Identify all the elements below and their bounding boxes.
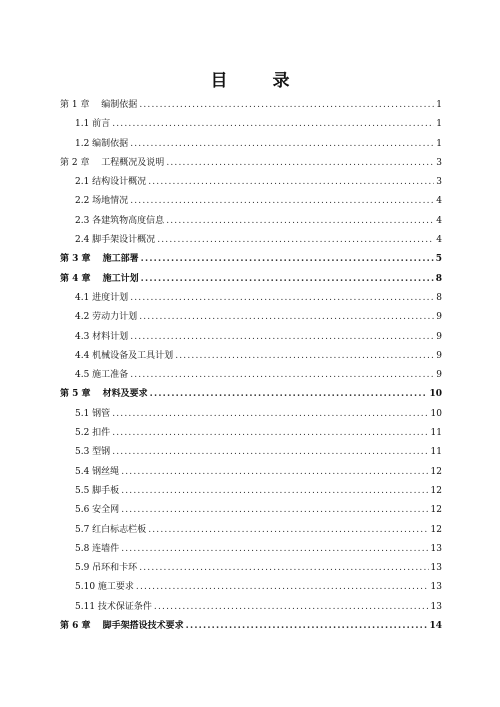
toc-entry-page-number: 9 <box>436 312 442 323</box>
toc-entry-label: 第 1 章 编制依据 <box>60 100 138 110</box>
toc-entry[interactable] <box>60 521 442 540</box>
toc-entry-page-number: 14 <box>429 621 442 632</box>
toc-entry-label: 5.5 脚手板 <box>75 485 120 496</box>
toc-entry-label: 第 4 章 施工计划 <box>60 273 139 284</box>
dot-leader <box>139 96 434 115</box>
dot-leader <box>139 559 428 578</box>
dot-leader <box>121 463 428 482</box>
toc-entry-page-number: 12 <box>430 485 442 496</box>
toc-entry-label: 1.2 编制依据 <box>75 138 129 149</box>
toc-entry[interactable] <box>60 231 442 250</box>
toc-entry[interactable] <box>60 154 442 173</box>
toc-title: 目 录 <box>210 71 304 91</box>
toc-entry-label: 第 6 章 脚手架搭设技术要求 <box>60 621 184 632</box>
dot-leader <box>130 366 434 385</box>
dot-leader <box>154 598 429 617</box>
toc-entry[interactable] <box>60 366 442 385</box>
dot-leader <box>121 482 428 501</box>
dot-leader <box>157 231 434 250</box>
toc-entry[interactable] <box>60 578 442 597</box>
toc-entry[interactable] <box>60 308 442 327</box>
toc-entry[interactable] <box>60 424 442 443</box>
toc-entry-label: 5.3 型钢 <box>75 447 111 458</box>
toc-entry-page-number: 12 <box>430 466 442 477</box>
dot-leader <box>150 385 428 404</box>
dot-leader <box>130 135 434 154</box>
toc-entry[interactable] <box>60 501 442 520</box>
toc-entry-page-number: 11 <box>430 428 442 439</box>
toc-entry-label: 1.1 前言 <box>75 119 111 130</box>
toc-entry-page-number: 9 <box>436 350 442 361</box>
toc-entry-label: 4.4 机械设备及工具计划 <box>75 350 174 361</box>
toc-entry-label: 5.2 扣件 <box>75 428 111 439</box>
toc-entry[interactable] <box>60 405 442 424</box>
dot-leader <box>121 540 428 559</box>
toc-entry[interactable] <box>60 385 442 404</box>
toc-entry-page-number: 8 <box>436 292 442 303</box>
toc-entry[interactable] <box>60 443 442 462</box>
toc-entry-label: 5.8 连墙件 <box>75 543 120 554</box>
toc-entry-label: 4.1 进度计划 <box>75 292 129 303</box>
dot-leader <box>130 192 434 211</box>
toc-entry[interactable] <box>60 347 442 366</box>
toc-entry-label: 2.2 场地情况 <box>75 196 129 207</box>
toc-entry-page-number: 8 <box>435 273 442 284</box>
dot-leader <box>112 443 428 462</box>
dot-leader <box>112 424 428 443</box>
dot-leader <box>130 289 434 308</box>
toc-entry-page-number: 13 <box>430 563 442 574</box>
toc-entry-page-number: 13 <box>430 582 442 593</box>
toc-entry-page-number: 1 <box>436 100 442 110</box>
toc-entry-label: 5.10 施工要求 <box>75 582 134 593</box>
dot-leader <box>186 617 428 636</box>
toc-entry[interactable] <box>60 617 442 636</box>
toc-entry-label: 5.11 技术保证条件 <box>75 601 152 612</box>
toc-entry[interactable] <box>60 173 442 192</box>
toc-entry[interactable] <box>60 289 442 308</box>
dot-leader <box>166 212 434 231</box>
toc-entry-page-number: 13 <box>430 543 442 554</box>
toc-entry-page-number: 4 <box>436 215 442 226</box>
toc-entry[interactable] <box>60 96 442 115</box>
toc-entry-page-number: 3 <box>436 177 442 188</box>
toc-entry-label: 第 2 章 工程概况及说明 <box>60 157 165 168</box>
dot-leader <box>175 347 434 366</box>
dot-leader <box>136 578 429 597</box>
toc-entry-page-number: 12 <box>430 505 442 516</box>
toc-entry-page-number: 11 <box>430 447 442 458</box>
toc-entry-label: 4.3 材料计划 <box>75 331 129 342</box>
dot-leader <box>112 405 428 424</box>
toc-entry[interactable] <box>60 540 442 559</box>
dot-leader <box>141 250 434 269</box>
dot-leader <box>112 115 434 134</box>
toc-entry-label: 4.2 劳动力计划 <box>75 312 138 323</box>
dot-leader <box>139 308 434 327</box>
toc-entry-label: 5.4 钢丝绳 <box>75 466 120 477</box>
toc-entry-page-number: 5 <box>435 254 442 265</box>
toc-entry[interactable] <box>60 482 442 501</box>
toc-entry[interactable] <box>60 192 442 211</box>
toc-entry-page-number: 10 <box>430 408 442 419</box>
dot-leader <box>166 154 434 173</box>
toc-entry[interactable] <box>60 115 442 134</box>
toc-entry-page-number: 12 <box>430 524 442 535</box>
toc-entry[interactable] <box>60 598 442 617</box>
toc-entry-label: 2.3 各建筑物高度信息 <box>75 215 165 226</box>
toc-entry[interactable] <box>60 212 442 231</box>
toc-entry[interactable] <box>60 328 442 347</box>
dot-leader <box>148 521 428 540</box>
toc-entry[interactable] <box>60 250 442 269</box>
toc-entry-page-number: 10 <box>429 389 442 400</box>
toc-entry-label: 5.6 安全网 <box>75 505 120 516</box>
dot-leader <box>121 501 428 520</box>
toc-entry-page-number: 9 <box>436 331 442 342</box>
toc-entry-label: 2.4 脚手架设计概况 <box>75 235 156 246</box>
toc-entry-page-number: 1 <box>436 119 442 130</box>
toc-entry-label: 第 3 章 施工部署 <box>60 254 139 265</box>
toc-entry-label: 5.7 红白标志栏板 <box>75 524 147 535</box>
toc-entry[interactable] <box>60 135 442 154</box>
toc-entry[interactable] <box>60 270 442 289</box>
toc-entry[interactable] <box>60 463 442 482</box>
toc-entry-label: 2.1 结构设计概况 <box>75 177 147 188</box>
dot-leader <box>141 270 434 289</box>
toc-entry-page-number: 9 <box>436 370 442 381</box>
toc-entry-label: 5.9 吊环和卡环 <box>75 563 138 574</box>
toc-entry-page-number: 4 <box>436 235 442 246</box>
dot-leader <box>130 328 434 347</box>
table-of-contents <box>60 96 442 636</box>
toc-entry[interactable] <box>60 559 442 578</box>
toc-entry-label: 4.5 施工准备 <box>75 370 129 381</box>
toc-entry-page-number: 13 <box>430 601 442 612</box>
toc-entry-label: 第 5 章 材料及要求 <box>60 389 148 400</box>
toc-entry-label: 5.1 钢管 <box>75 408 111 419</box>
dot-leader <box>148 173 434 192</box>
toc-entry-page-number: 3 <box>436 157 442 168</box>
toc-entry-page-number: 4 <box>436 196 442 207</box>
toc-entry-page-number: 1 <box>436 138 442 149</box>
